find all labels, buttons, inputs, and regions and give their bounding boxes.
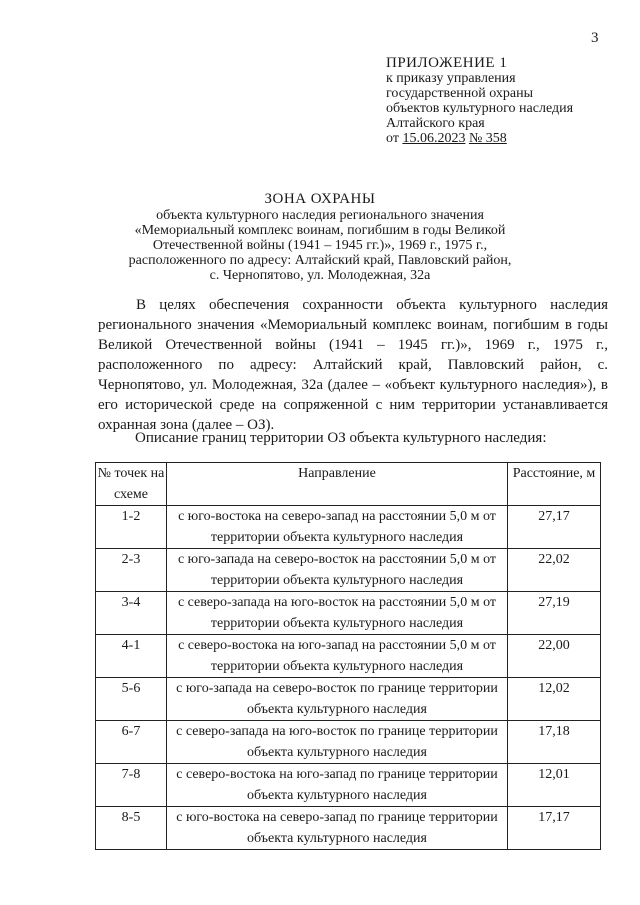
table-row (96, 764, 601, 807)
table-row (96, 807, 601, 850)
table-row (96, 678, 601, 721)
table-row (96, 635, 601, 678)
cell-points: 8-5 (96, 807, 167, 850)
cell-distance: 27,17 (508, 506, 601, 549)
order-number: № 358 (468, 131, 507, 146)
cell-direction: с северо-востока на юго-запад по границе территории объекта культурного наследия (167, 764, 508, 807)
cell-points: 2-3 (96, 549, 167, 592)
heading-line: Отечественной войны (1941 – 1945 гг.)», 1969 г., 1975 г., (152, 238, 488, 253)
body-paragraph: В целях обеспечения сохранности объекта культурного наследия регионального значения «Мемориальный комплекс воинам, погибшим в годы Великой Отечественной войны (1941 – 1945 гг.)», 1969 г., 1975 г., расположенного по адресу: Алтайский край, Павловский район, с. Чернопятово, ул. Молодежная, 32а (далее – «объект культурного наследия»), в его исторической среде на сопряженной с ним территории устанавливается охранная зона (далее – ОЗ). (98, 297, 608, 433)
cell-direction: с северо-востока на юго-запад на расстоянии 5,0 м от территории объекта культурного наследия (167, 635, 508, 678)
order-date: 15.06.2023 (402, 131, 466, 146)
cell-direction: с северо-запада на юго-восток на расстоянии 5,0 м от территории объекта культурного наследия (167, 592, 508, 635)
order-prefix: от (386, 131, 399, 146)
cell-points: 1-2 (96, 506, 167, 549)
heading-line: расположенного по адресу: Алтайский край, Павловский район, (128, 253, 512, 268)
appendix-line: к приказу управления (386, 71, 516, 86)
table-row (96, 592, 601, 635)
appendix-line: Алтайского края (386, 116, 485, 131)
cell-distance: 17,18 (508, 721, 601, 764)
appendix-block (386, 56, 626, 146)
cell-points: 6-7 (96, 721, 167, 764)
appendix-title: ПРИЛОЖЕНИЕ 1 (386, 55, 508, 71)
heading-line: «Мемориальный комплекс воинам, погибшим в годы Великой (134, 223, 506, 238)
document-heading (120, 192, 520, 283)
appendix-line: государственной охраны (386, 86, 534, 101)
zone-title: ЗОНА ОХРАНЫ (264, 191, 376, 207)
borders-table (95, 462, 601, 850)
page-number: 3 (591, 30, 599, 46)
heading-line: с. Чернопятово, ул. Молодежная, 32а (209, 268, 431, 283)
appendix-line: объектов культурного наследия (386, 101, 574, 116)
table-row (96, 506, 601, 549)
table-header-row (96, 463, 601, 506)
header-distance: Расстояние, м (508, 463, 601, 506)
table-row (96, 721, 601, 764)
cell-direction: с северо-запада на юго-восток по границе территории объекта культурного наследия (167, 721, 508, 764)
heading-line: объекта культурного наследия регионального значения (156, 208, 484, 223)
cell-distance: 17,17 (508, 807, 601, 850)
cell-distance: 22,02 (508, 549, 601, 592)
cell-direction: с юго-востока на северо-запад по границе территории объекта культурного наследия (167, 807, 508, 850)
cell-points: 7-8 (96, 764, 167, 807)
header-direction: Направление (167, 463, 508, 506)
cell-distance: 12,01 (508, 764, 601, 807)
cell-points: 3-4 (96, 592, 167, 635)
cell-direction: с юго-запада на северо-восток по границе территории объекта культурного наследия (167, 678, 508, 721)
cell-distance: 22,00 (508, 635, 601, 678)
header-points: № точек на схеме (96, 463, 167, 506)
table-caption: Описание границ территории ОЗ объекта культурного наследия: (135, 430, 547, 446)
cell-distance: 27,19 (508, 592, 601, 635)
cell-direction: с юго-запада на северо-восток на расстоянии 5,0 м от территории объекта культурного наследия (167, 549, 508, 592)
order-line (386, 131, 626, 146)
table-row (96, 549, 601, 592)
cell-points: 5-6 (96, 678, 167, 721)
cell-direction: с юго-востока на северо-запад на расстоянии 5,0 м от территории объекта культурного наследия (167, 506, 508, 549)
cell-points: 4-1 (96, 635, 167, 678)
cell-distance: 12,02 (508, 678, 601, 721)
